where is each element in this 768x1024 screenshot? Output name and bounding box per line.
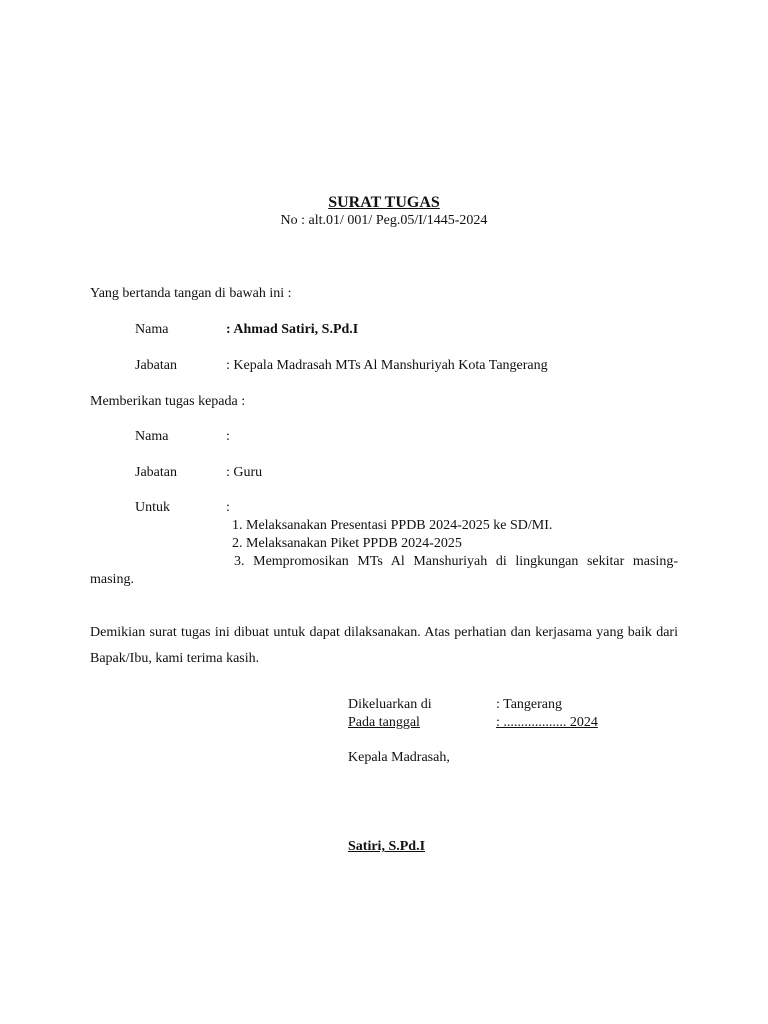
issued-place-value: : Tangerang [496, 697, 563, 712]
letter-title: SURAT TUGAS [328, 194, 440, 211]
closing-paragraph: Demikian surat tugas ini dibuat untuk dapat dilaksanakan. Atas perhatian dan kerjasama yang baik dari Bapak/Ibu, kami terima kasih. [90, 625, 678, 666]
purpose-label: Untuk [135, 500, 170, 515]
assignee-name-label: Nama [135, 429, 169, 444]
task-item-3: 3. Mempromosikan MTs Al Manshuriyah di lingkungan sekitar masing- [234, 554, 678, 569]
issued-place-label: Dikeluarkan di [348, 697, 432, 712]
assignee-intro: Memberikan tugas kepada : [90, 394, 246, 409]
signer-intro: Yang bertanda tangan di bawah ini : [90, 286, 292, 301]
assignee-name-value: : [226, 429, 230, 444]
issued-date-label: Pada tanggal [348, 715, 420, 730]
signer-name-value: : Ahmad Satiri, S.Pd.I [226, 322, 359, 337]
signer-signature-name: Satiri, S.Pd.I [348, 839, 426, 854]
signer-name-label: Nama [135, 322, 169, 337]
purpose-value: : [226, 500, 230, 515]
task-item-1: 1. Melaksanakan Presentasi PPDB 2024-2025 ke SD/MI. [232, 518, 553, 533]
signer-position-value: : Kepala Madrasah MTs Al Manshuriyah Kota Tangerang [226, 358, 548, 373]
task-item-3-continuation: masing. [90, 572, 134, 587]
issued-date-value: : .................. 2024 [496, 715, 598, 730]
assignee-position-value: : Guru [226, 465, 263, 480]
assignee-position-label: Jabatan [135, 465, 177, 480]
signer-role: Kepala Madrasah, [348, 750, 450, 765]
letter-number: No : alt.01/ 001/ Peg.05/I/1445-2024 [280, 213, 488, 228]
signer-position-label: Jabatan [135, 358, 177, 373]
task-item-2: 2. Melaksanakan Piket PPDB 2024-2025 [232, 536, 462, 551]
